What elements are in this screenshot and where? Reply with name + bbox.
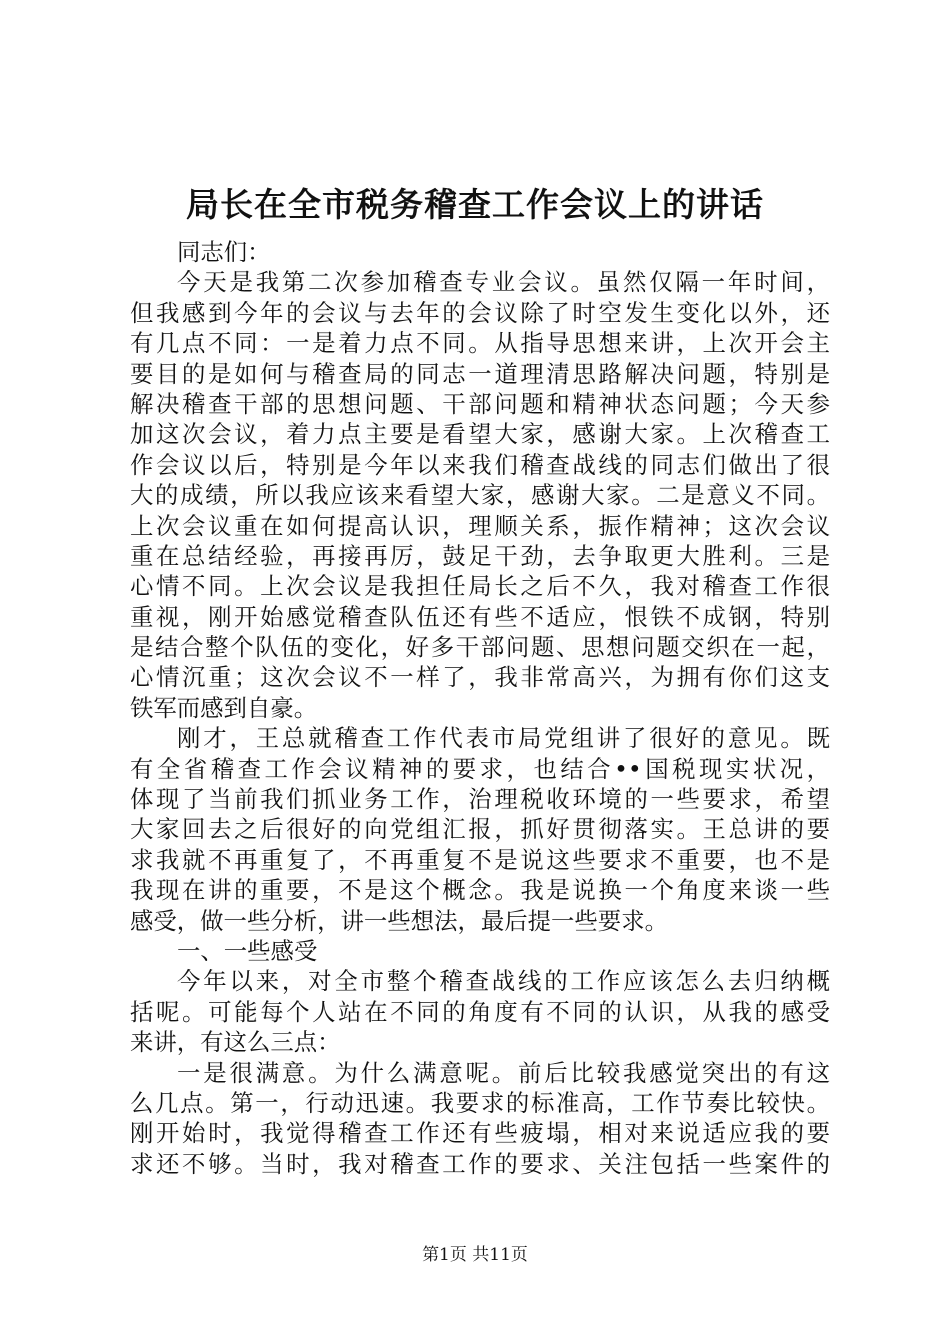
text-line: 来讲，有这么三点：	[130, 1028, 341, 1057]
text-line: 括呢。可能每个人站在不同的角度有不同的认识，从我的感受	[130, 997, 830, 1026]
text-line: 但我感到今年的会议与去年的会议除了时空发生变化以外，还	[130, 298, 830, 327]
text-line: 作会议以后，特别是今年以来我们稽查战线的同志们做出了很	[130, 450, 830, 479]
text-line: 刚开始时，我觉得稽查工作还有些疲塌，相对来说适应我的要	[130, 1119, 830, 1148]
text-line: 今天是我第二次参加稽查专业会议。虽然仅隔一年时间，	[177, 268, 830, 297]
text-line: 刚才，王总就稽查工作代表市局党组讲了很好的意见。既	[177, 724, 830, 753]
text-line: 求还不够。当时，我对稽查工作的要求、关注包括一些案件的	[130, 1149, 830, 1178]
text-line: 大家回去之后很好的向党组汇报，抓好贯彻落实。王总讲的要	[130, 815, 830, 844]
text-line: 要目的是如何与稽查局的同志一道理清思路解决问题，特别是	[130, 359, 830, 388]
document-title: 局长在全市税务稽查工作会议上的讲话	[186, 185, 764, 224]
text-line: 感受，做一些分析，讲一些想法，最后提一些要求。	[130, 906, 668, 935]
text-line: 么几点。第一，行动迅速。我要求的标准高，工作节奏比较快。	[130, 1088, 830, 1117]
text-line: 有几点不同：一是着力点不同。从指导思想来讲，上次开会主	[130, 329, 830, 358]
page-footer: 第1页 共11页	[422, 1245, 528, 1265]
text-line: 上次会议重在如何提高认识，理顺关系，振作精神；这次会议	[130, 511, 830, 540]
text-line: 心情不同。上次会议是我担任局长之后不久，我对稽查工作很	[130, 572, 830, 601]
text-line: 加这次会议，着力点主要是看望大家，感谢大家。上次稽查工	[130, 420, 830, 449]
text-line: 我现在讲的重要，不是这个概念。我是说换一个角度来谈一些	[130, 876, 830, 905]
text-line: 体现了当前我们抓业务工作，治理税收环境的一些要求，希望	[130, 785, 830, 814]
text-line: 一是很满意。为什么满意呢。前后比较我感觉突出的有这	[177, 1058, 830, 1087]
text-line: 是结合整个队伍的变化，好多干部问题、思想问题交织在一起，	[130, 633, 830, 662]
text-line: 求我就不再重复了，不再重复不是说这些要求不重要，也不是	[130, 845, 830, 874]
text-line: 大的成绩，所以我应该来看望大家，感谢大家。二是意义不同。	[130, 481, 830, 510]
text-line: 有全省稽查工作会议精神的要求，也结合••国税现实状况，	[130, 754, 830, 783]
text-line: 心情沉重；这次会议不一样了，我非常高兴，为拥有你们这支	[130, 663, 830, 692]
text-line: 重在总结经验，再接再厉，鼓足干劲，去争取更大胜利。三是	[130, 541, 830, 570]
document-body	[130, 237, 830, 1179]
text-line: 今年以来，对全市整个稽查战线的工作应该怎么去归纳概	[177, 967, 830, 996]
text-line: 铁军而感到自豪。	[130, 693, 318, 722]
text-line: 一、一些感受	[177, 936, 318, 965]
text-line: 重视，刚开始感觉稽查队伍还有些不适应，恨铁不成钢，特别	[130, 602, 830, 631]
text-line: 解决稽查干部的思想问题、干部问题和精神状态问题；今天参	[130, 389, 830, 418]
text-line: 同志们：	[177, 238, 271, 266]
